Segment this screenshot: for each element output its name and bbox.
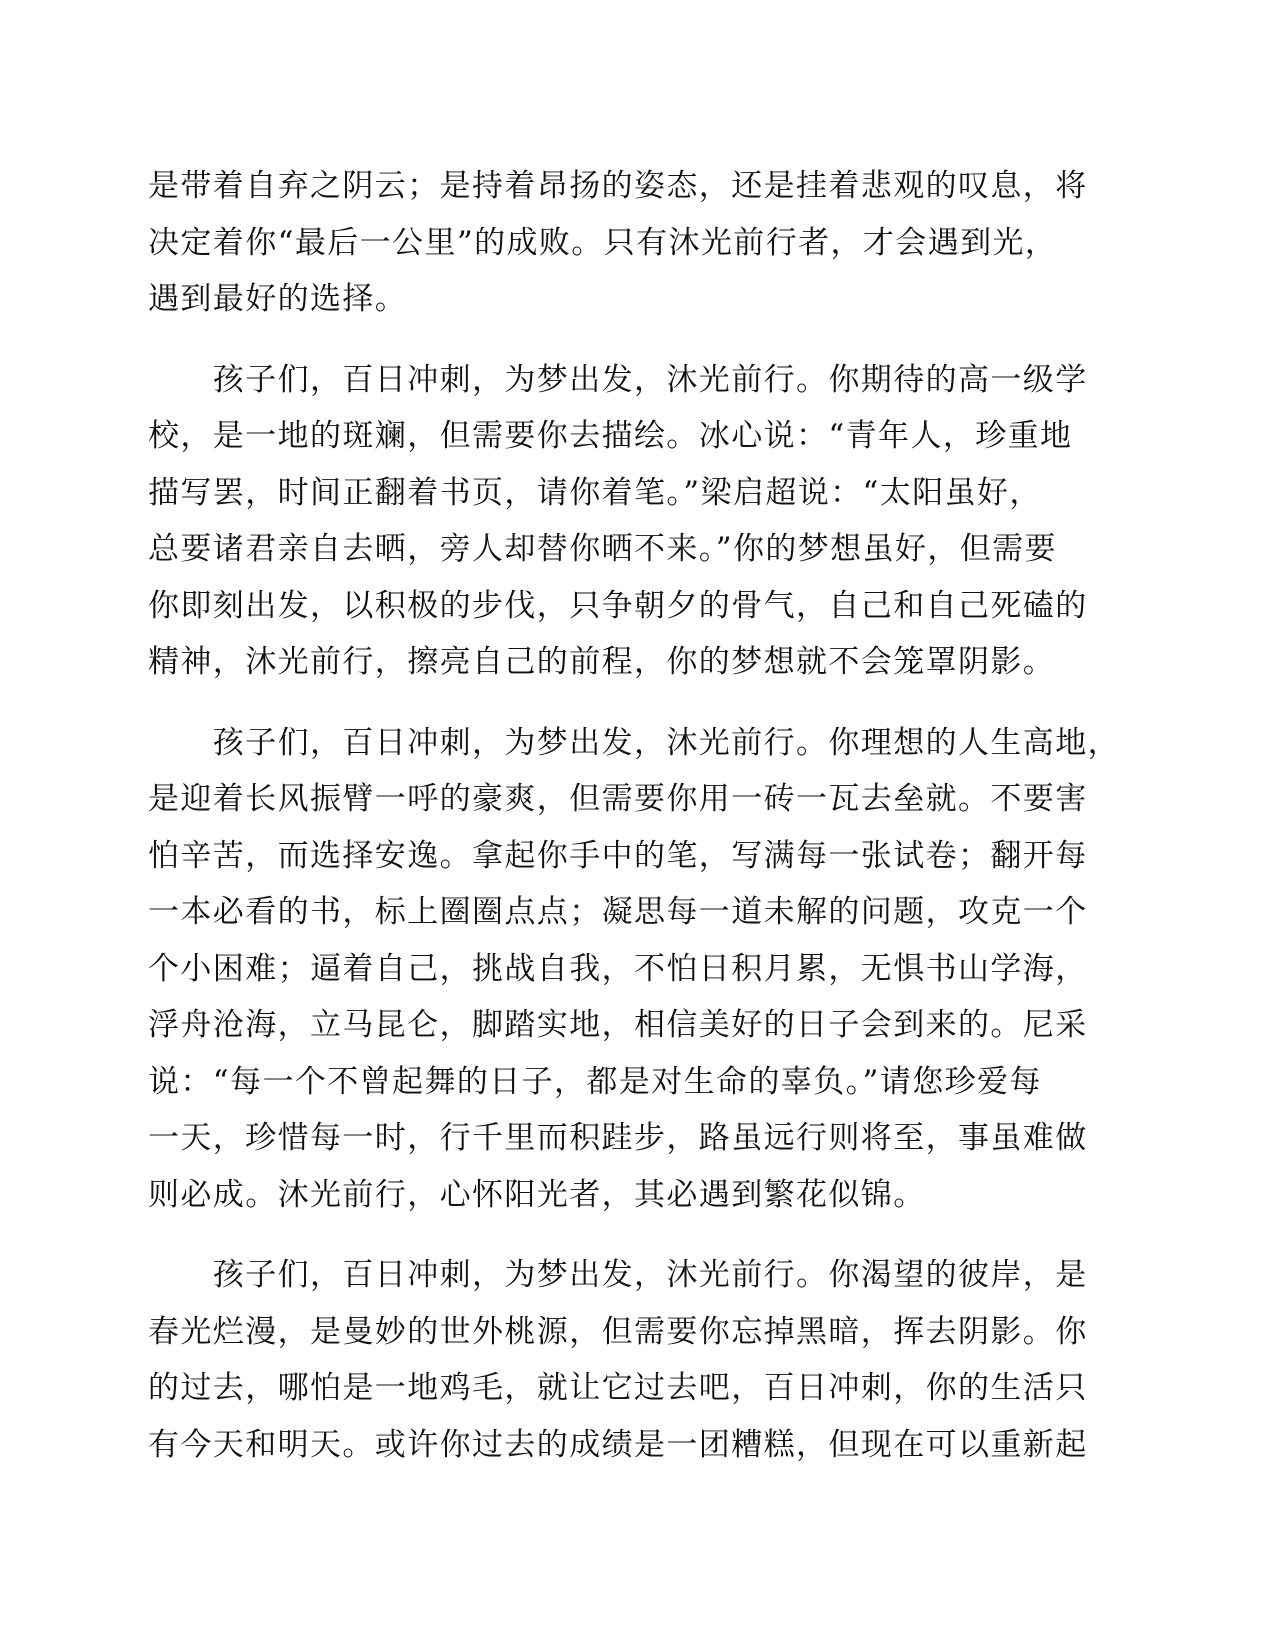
text-line: 孩子们，百日冲刺，为梦出发，沐光前行。你期待的高一级学 (148, 361, 1088, 398)
text-line: 是带着自弃之阴云；是持着昂扬的姿态，还是挂着悲观的叹息，将 (148, 168, 1088, 204)
text-line: 说：“每一个不曾起舞的日子，都是对生命的辜负。”请您珍爱每 (148, 1063, 1042, 1100)
text-line: 决定着你“最后一公里”的成败。只有沐光前行者，才会遇到光， (148, 224, 1058, 261)
text-line: 孩子们，百日冲刺，为梦出发，沐光前行。你渴望的彼岸，是 (148, 1257, 1088, 1293)
text-line: 一天，珍惜每一时，行千里而积跬步，路虽远行则将至，事虽难做 (148, 1120, 1088, 1156)
paragraph-3 (148, 715, 1128, 1224)
text-line: 校，是一地的斑斓，但需要你去描绘。冰心说：“青年人，珍重地 (148, 418, 1073, 454)
paragraph-1 (148, 158, 1128, 328)
text-line: 则必成。沐光前行，心怀阳光者，其必遇到繁花似锦。 (148, 1176, 926, 1213)
text-line: 遇到最好的选择。 (148, 281, 408, 317)
document-body (148, 158, 1128, 1473)
text-line: 你即刻出发，以积极的步伐，只争朝夕的骨气，自己和自己死磕的 (148, 587, 1088, 624)
text-line: 描写罢，时间正翻着书页，请你着笔。”梁启超说：“太阳虽好， (148, 474, 1042, 511)
paragraph-spacer (148, 1223, 1128, 1247)
paragraph-spacer (148, 691, 1128, 715)
text-line: 浮舟沧海，立马昆仑，脚踏实地，相信美好的日子会到来的。尼采 (148, 1007, 1088, 1043)
paragraph-spacer (148, 328, 1128, 352)
text-line: 总要诸君亲自去晒，旁人却替你晒不来。”你的梦想虽好，但需要 (148, 531, 1057, 567)
text-line: 有今天和明天。或许你过去的成绩是一团糟糕，但现在可以重新起 (148, 1426, 1088, 1463)
text-line: 个小困难；逼着自己，挑战自我，不怕日积月累，无惧书山学海， (148, 950, 1088, 987)
paragraph-4 (148, 1247, 1128, 1473)
text-line: 一本必看的书，标上圈圈点点；凝思每一道未解的问题，攻克一个 (148, 894, 1088, 930)
text-line: 春光烂漫，是曼妙的世外桃源，但需要你忘掉黑暗，挥去阴影。你 (148, 1313, 1088, 1350)
paragraph-2 (148, 352, 1128, 691)
text-line: 孩子们，百日冲刺，为梦出发，沐光前行。你理想的人生高地， (148, 724, 1120, 761)
text-line: 是迎着长风振臂一呼的豪爽，但需要你用一砖一瓦去垒就。不要害 (148, 781, 1088, 817)
text-line: 的过去，哪怕是一地鸡毛，就让它过去吧，百日冲刺，你的生活只 (148, 1370, 1088, 1406)
text-line: 精神，沐光前行，擦亮自己的前程，你的梦想就不会笼罩阴影。 (148, 644, 1056, 680)
text-line: 怕辛苦，而选择安逸。拿起你手中的笔，写满每一张试卷；翻开每 (148, 837, 1088, 874)
